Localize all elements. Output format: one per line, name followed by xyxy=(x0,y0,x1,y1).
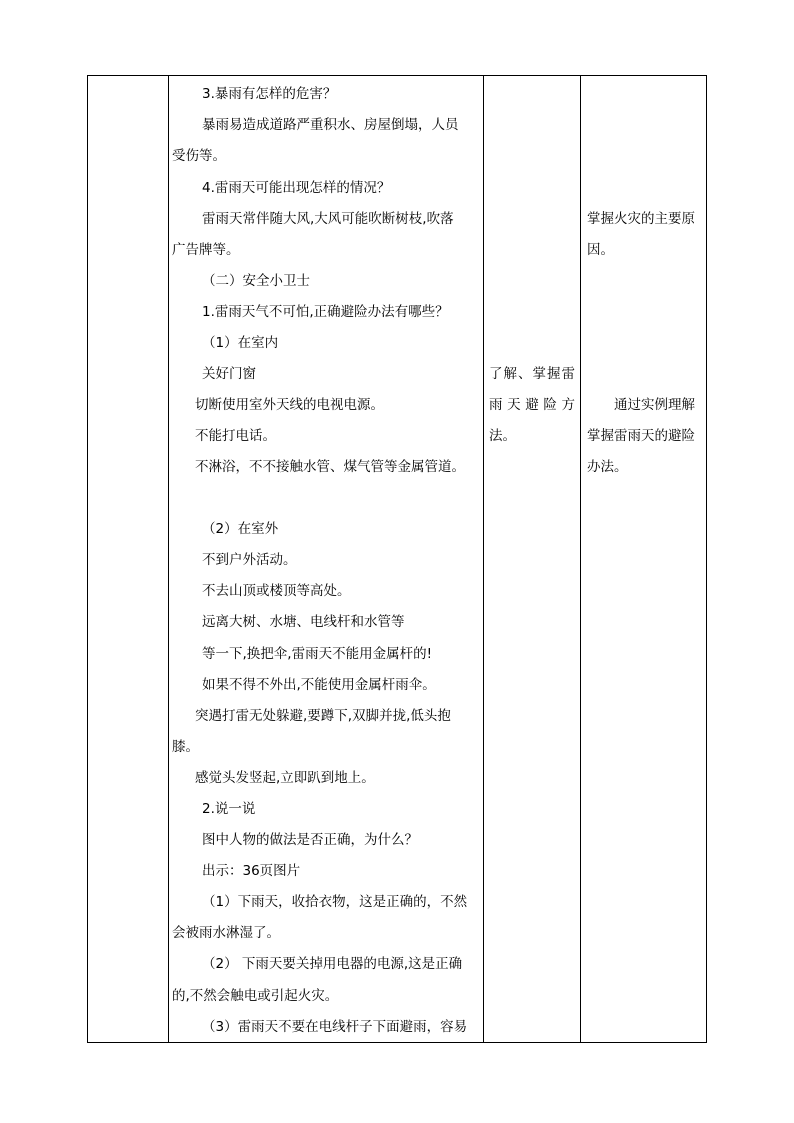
list-item: 不能打电话。 xyxy=(195,428,276,444)
intent-line: 掌握火灾的主要原 xyxy=(587,211,695,227)
list-item: 切断使用室外天线的电视电源。 xyxy=(195,397,384,413)
list-item: 不去山顶或楼顶等高处。 xyxy=(202,583,351,599)
subheading-indoor: （1）在室内 xyxy=(202,335,279,351)
list-item: 膝。 xyxy=(172,739,199,755)
subheading-outdoor: （2）在室外 xyxy=(202,521,279,537)
list-item: 如果不得不外出,不能使用金属杆雨伞。 xyxy=(202,677,436,693)
column-divider xyxy=(483,76,484,1042)
answer-line: （1）下雨天，收拾衣物，这是正确的，不然 xyxy=(202,894,468,910)
answer-line: 会被雨水淋湿了。 xyxy=(172,925,280,941)
answer-line: 广告牌等。 xyxy=(172,242,240,258)
answer-line: （2） 下雨天要关掉用电器的电源,这是正确 xyxy=(202,956,463,972)
question-3: 3.暴雨有怎样的危害？ xyxy=(202,86,337,102)
section-heading: （二）安全小卫士 xyxy=(202,273,310,289)
column-divider xyxy=(168,76,169,1042)
list-item: 不淋浴，不不接触水管、煤气管等金属管道。 xyxy=(195,459,465,475)
intent-line: 因。 xyxy=(587,242,614,258)
list-item: 突遇打雷无处躲避,要蹲下,双脚并拢,低头抱 xyxy=(195,708,451,724)
question-2: 2.说一说 xyxy=(202,801,256,817)
column-divider xyxy=(580,76,581,1042)
answer-line: 受伤等。 xyxy=(172,148,226,164)
answer-line: 暴雨易造成道路严重积水、房屋倒塌，人员 xyxy=(202,117,459,133)
answer-line: （3）雷雨天不要在电线杆子下面避雨，容易 xyxy=(202,1019,468,1035)
objective-line: 了解、掌握雷 xyxy=(489,366,575,382)
list-item: 等一下,换把伞,雷雨天不能用金属杆的! xyxy=(202,646,432,662)
list-item: 远离大树、水塘、电线杆和水管等 xyxy=(202,614,405,630)
intent-line: 办法。 xyxy=(587,459,628,475)
intent-line: 掌握雷雨天的避险 xyxy=(587,428,695,444)
objective-line: 雨 天 避 险 方 xyxy=(489,397,575,413)
prompt-line: 出示：36页图片 xyxy=(202,863,301,879)
list-item: 不到户外活动。 xyxy=(202,552,297,568)
answer-line: 雷雨天常伴随大风,大风可能吹断树枝,吹落 xyxy=(202,211,454,227)
question-1: 1.雷雨天气不可怕,正确避险办法有哪些？ xyxy=(202,304,449,320)
objective-line: 法。 xyxy=(489,428,516,444)
answer-line: 的,不然会触电或引起火灾。 xyxy=(172,988,339,1004)
list-item: 关好门窗 xyxy=(202,366,256,382)
prompt-line: 图中人物的做法是否正确，为什么？ xyxy=(202,832,418,848)
question-4: 4.雷雨天可能出现怎样的情况？ xyxy=(202,180,391,196)
list-item: 感觉头发竖起,立即趴到地上。 xyxy=(195,770,375,786)
intent-line: 通过实例理解 xyxy=(614,397,695,413)
